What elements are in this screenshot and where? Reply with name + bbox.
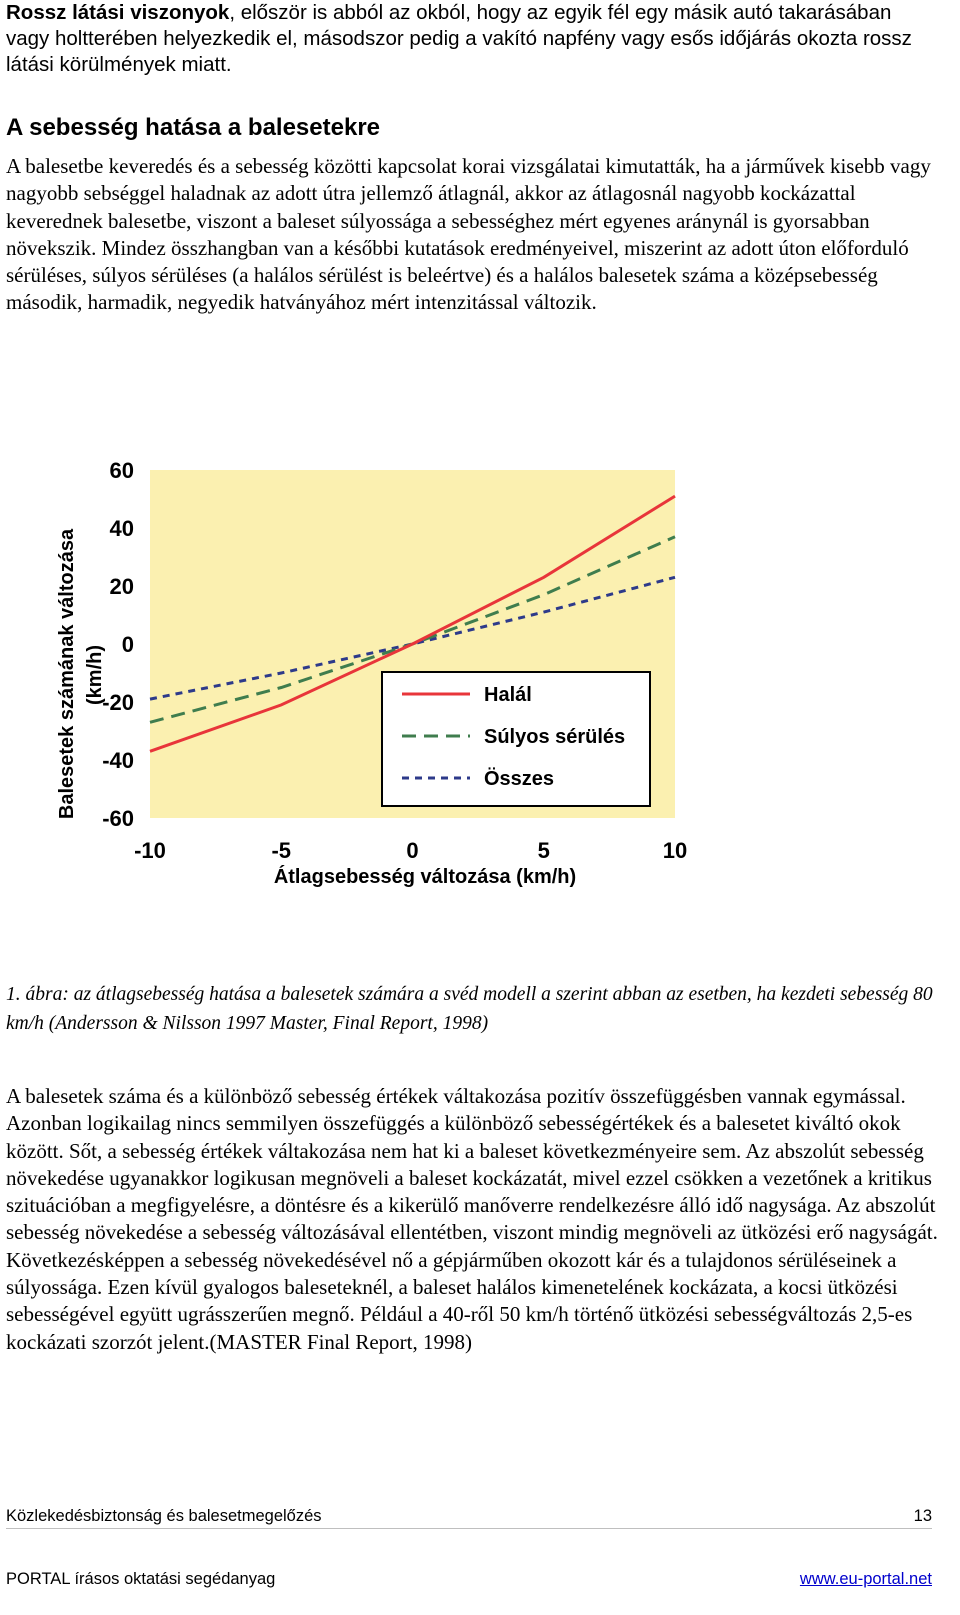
body-paragraph-2: A balesetek száma és a különböző sebesség értékek váltakozása pozitív összefüggésben vannak egymással. Azonban logikailag nincs semmilyen összefüggés a különböző sebességértékek és a balesetet kiváltó okok között. Sőt, a sebesség értékek váltakozása nem hat ki a baleset következményeire sem. Az abszolút sebesség növekedése ugyanakkor logikusan megnöveli a baleset kockázatát, mivel ezzel csökken a vezetőnek a kritikus szituációban a megfigyelésre, a döntésre és a kikerülő manőverre rendelkezésre álló idő nagysága. Az abszolút sebesség növekedése a sebesség változásával ellentétben, viszont mindig megnöveli az ütközési erő nagyságát. Következésképpen a sebesség növekedésével nő a gépjárműben okozott kár és a tulajdonos sérüléseinek a súlyossága. Ezen kívül gyalogos baleseteknél, a baleset halálos kimenetelének kockázata, a kocsi ütközési sebességével együtt ugrásszerűen megnő. Például a 40-ről 50 km/h történő ütközési sebességváltozás 2,5-es kockázati szorzót jelent.(MASTER Final Report, 1998) <box>6 1084 938 1354</box>
y-tick-label: 0 <box>121 632 134 657</box>
footer-subtitle: PORTAL írásos oktatási segédanyag <box>6 1570 276 1588</box>
footer-top-row <box>6 1507 932 1526</box>
x-tick-label: 0 <box>406 838 419 863</box>
footer-bottom-row <box>6 1570 932 1589</box>
footer-divider <box>6 1528 932 1529</box>
y-tick-label: 60 <box>109 458 134 483</box>
x-tick-label: 5 <box>537 838 550 863</box>
y-tick-label: -60 <box>102 806 134 831</box>
y-axis-label: Balesetek számának változása <box>56 528 78 820</box>
y-tick-label: 20 <box>109 574 134 599</box>
footer-website-link[interactable]: www.eu-portal.net <box>799 1570 932 1588</box>
legend-label: Halál <box>484 684 532 706</box>
legend-label: Összes <box>484 768 555 790</box>
y-tick-label: 40 <box>109 516 134 541</box>
y-axis-label-unit: (km/h) <box>84 645 106 705</box>
intro-bold-lead: Rossz látási viszonyok <box>6 1 230 24</box>
x-tick-label: -10 <box>134 838 166 863</box>
intro-paragraph <box>6 0 936 78</box>
figure-caption: 1. ábra: az átlagsebesség hatása a balesetek számára a svéd modell a szerint abban az esetben, ha kezdeti sebesség 80 km/h (Andersson & Nilsson 1997 Master, Final Report, 1998) <box>6 984 933 1034</box>
x-tick-label: 10 <box>662 838 688 863</box>
footer-course-title: Közlekedésbiztonság és balesetmegelőzés <box>6 1507 322 1525</box>
x-axis-label: Átlagsebesség változása (km/h) <box>273 866 577 888</box>
intro-text: , először is abból az okból, hogy az egyik fél egy másik autó takarásában vagy holtterében helyezkedik el, másodszor pedig a vakító napfény vagy esős időjárás okozta rossz látási körülmények miatt. <box>6 1 912 76</box>
x-tick-label: -5 <box>271 838 292 863</box>
footer-page-number: 13 <box>913 1507 932 1525</box>
section-heading: A sebesség hatása a balesetekre <box>6 114 381 141</box>
speed-accident-chart <box>50 450 710 895</box>
body-paragraph-1: A balesetbe keveredés és a sebesség közötti kapcsolat korai vizsgálatai kimutatták, ha a járművek kisebb vagy nagyobb sebséggel haladnak az adott útra jellemző átlagnál, akkor az átlagosnál nagyobb kockázattal keverednek balesetbe, viszont a baleset súlyossága a sebességhez mért egyenes aránynál is gyorsabban növekszik. Mindez összhangban van a későbbi kutatások eredményeivel, miszerint az adott úton előforduló sérüléses, súlyos sérüléses (a halálos sérülést is beleértve) és a halálos balesetek száma a középsebesség második, harmadik, negyedik hatványához mért intenzitással változik. <box>6 154 931 315</box>
legend-label: Súlyos sérülés <box>484 726 626 748</box>
y-tick-label: -20 <box>102 690 134 715</box>
chart-plot-layer <box>102 458 687 863</box>
y-tick-label: -40 <box>102 748 134 773</box>
